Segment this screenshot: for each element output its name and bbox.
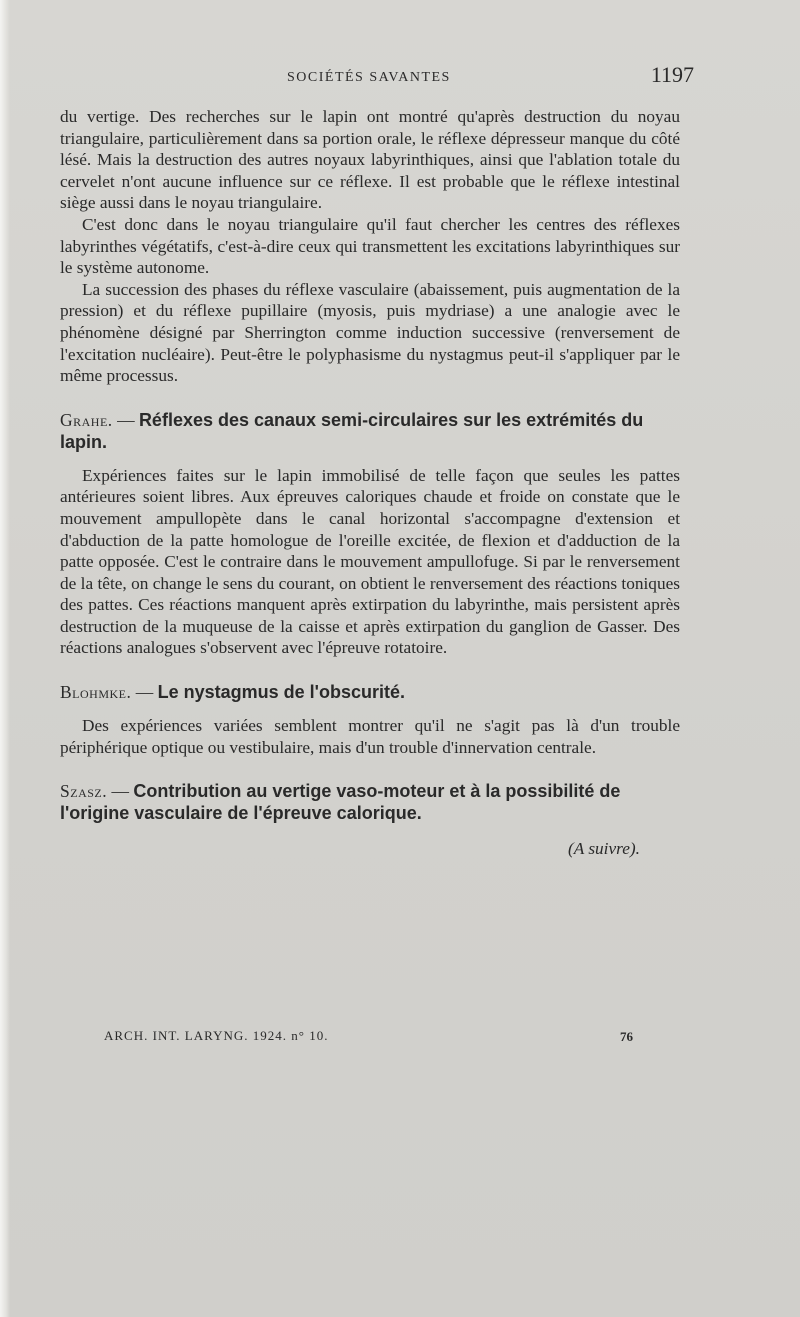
section-heading-blohmke xyxy=(60,681,680,703)
section-dash: — xyxy=(111,781,129,802)
footer-signature: 76 xyxy=(620,1029,633,1044)
section-body-blohmke: Des expériences variées semblent montrer qu'il ne s'agit pas là d'un trouble périphérique optique ou vestibulaire, mais d'un trouble d'innervation centrale. xyxy=(60,716,680,757)
section-author: Blohmke. xyxy=(60,682,132,703)
page-header xyxy=(60,62,694,92)
section-heading-grahe xyxy=(60,409,680,453)
section-title: Contribution au vertige vaso-moteur et à la possibilité de l'origine vasculaire de l'épreuve calorique. xyxy=(60,781,621,824)
section-heading-szasz xyxy=(60,780,680,824)
intro-paragraph-1: du vertige. Des recherches sur le lapin ont montré qu'après destruction du noyau triangulaire, particulièrement dans sa portion orale, le réflexe dépresseur manque du côté lésé. Mais la destruction des autres noyaux labyrinthiques, ainsi que l'ablation totale du cervelet n'ont aucune influence sur ce réflexe. Il est probable que le réflexe intestinal siège aussi dans le noyau triangulaire. xyxy=(60,107,680,213)
section-title: Le nystagmus de l'obscurité. xyxy=(157,682,405,703)
section-dash: — xyxy=(117,409,135,430)
running-title: SOCIÉTÉS SAVANTES xyxy=(287,70,451,85)
section-dash: — xyxy=(135,682,154,703)
page-edge xyxy=(0,0,10,1317)
section-title: Réflexes des canaux semi-circulaires sur les extrémités du lapin. xyxy=(60,409,644,452)
intro-paragraph-3: La succession des phases du réflexe vasculaire (abaissement, puis augmentation de la pression) et du réflexe pupillaire (myosis, puis mydriase) a une analogie avec le phénomène désigné par Sherrington comme induction successive (renversement de l'excitation nucléaire). Peut-être le polyphasisme du nystagmus peut-il s'appliquer par le même processus. xyxy=(60,279,680,386)
page-number: 1197 xyxy=(650,62,694,87)
section-author: Grahe. xyxy=(60,409,113,430)
section-body-grahe: Expériences faites sur le lapin immobilisé de telle façon que seules les pattes antérieures soient libres. Aux épreuves caloriques chaude et froide on constate que le mouvement ampullopète dans le canal horizontal s'accompagne d'extension et d'abduction de la patte homologue de l'oreille excitée, de flexion et d'adduction de la patte opposée. C'est le contraire dans le mouvement ampullofuge. Si par le renversement de la tête, on change le sens du courant, on obtient le renversement des réactions toniques des pattes. Ces réactions manquent après extirpation du labyrinthe, mais persistent après destruction de la muqueuse de la caisse et après extirpation du ganglion de Gasser. Des réactions analogues s'observent avec l'épreuve rotatoire. xyxy=(60,465,680,658)
section-author: Szasz. xyxy=(60,781,108,802)
to-be-continued: (A suivre). xyxy=(568,839,640,859)
article-body xyxy=(60,106,680,860)
intro-paragraph-2: C'est donc dans le noyau triangulaire qu'il faut chercher les centres des réflexes labyrinthes végétatifs, c'est-à-dire ceux qui transmettent les excitations labyrinthiques sur le système autonome. xyxy=(60,214,680,278)
footer-journal: ARCH. INT. LARYNG. 1924. n° 10. xyxy=(104,1028,329,1043)
